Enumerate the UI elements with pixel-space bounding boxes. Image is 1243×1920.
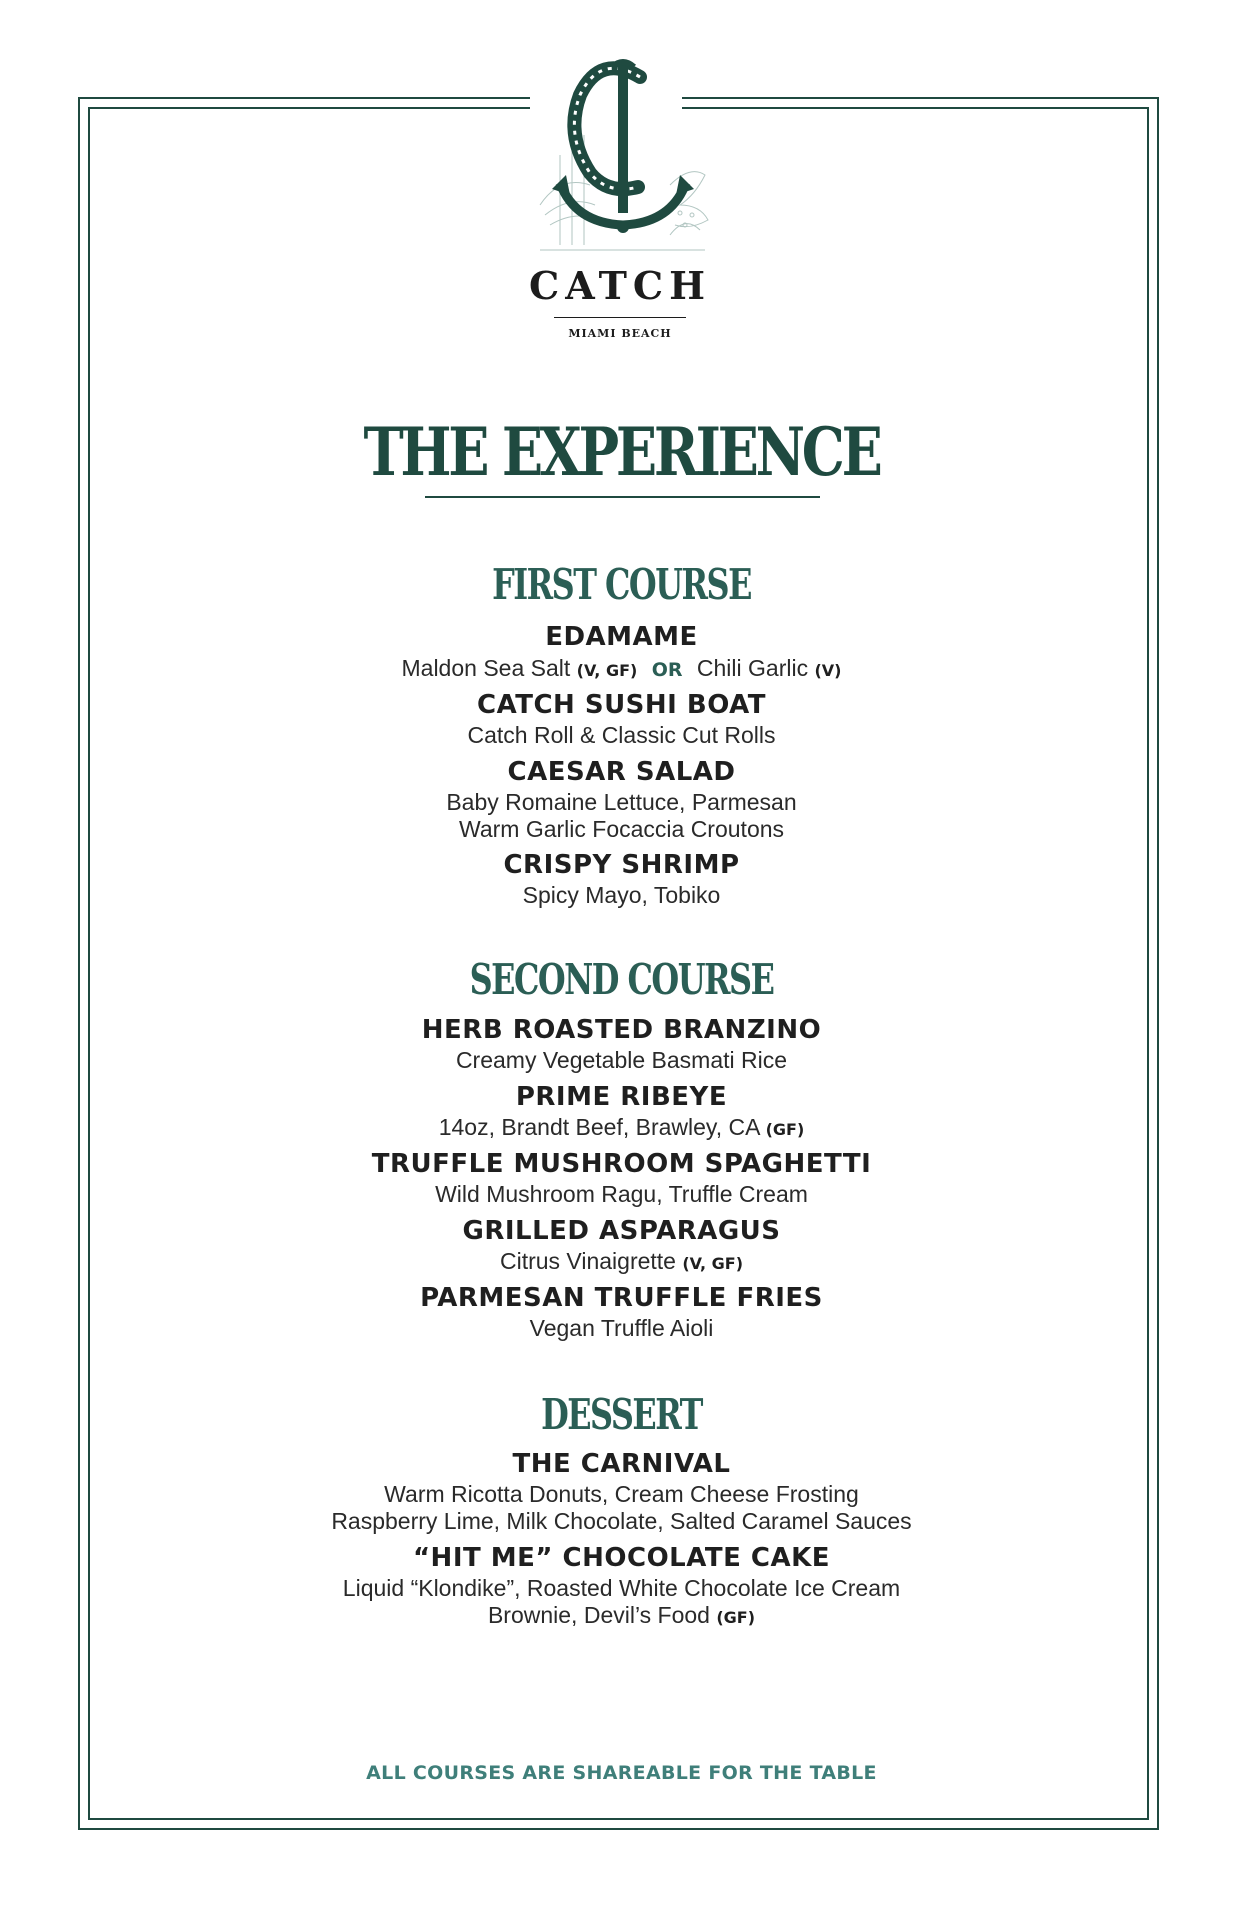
menu-item-desc: Vegan Truffle Aioli <box>529 1315 714 1341</box>
menu-item-name: HERB ROASTED BRANZINO <box>421 1015 822 1045</box>
menu-item-desc: Liquid “Klondike”, Roasted White Chocolate Ice Cream <box>342 1575 901 1601</box>
menu-item-desc <box>0 1602 1243 1631</box>
catch-anchor-logo-icon <box>520 55 720 265</box>
menu-item-desc-text: Citrus Vinaigrette <box>499 1248 676 1274</box>
menu-item-name: PRIME RIBEYE <box>515 1082 728 1112</box>
brand-location: MIAMI BEACH <box>568 327 672 340</box>
menu-item-name: GRILLED ASPARAGUS <box>462 1216 781 1246</box>
menu-item-name: TRUFFLE MUSHROOM SPAGHETTI <box>371 1149 872 1179</box>
menu-item-name: CRISPY SHRIMP <box>503 850 740 880</box>
menu-item-desc: Warm Ricotta Donuts, Cream Cheese Frosting <box>384 1481 859 1507</box>
dietary-tag: (GF) <box>716 1608 756 1627</box>
menu-item-desc <box>0 1248 1243 1277</box>
or-label: OR <box>651 659 683 681</box>
title-underline <box>425 496 820 498</box>
section-title-first-course: FIRST COURSE <box>492 560 751 609</box>
footer-note: ALL COURSES ARE SHAREABLE FOR THE TABLE <box>366 1762 877 1784</box>
menu-item-name: “HIT ME” CHOCOLATE CAKE <box>412 1543 831 1573</box>
edamame-option-b: Chili Garlic <box>696 655 809 681</box>
menu-item-name: EDAMAME <box>545 622 698 652</box>
menu-item-desc-text: Brownie, Devil’s Food <box>487 1602 710 1628</box>
brand-name: CATCH <box>528 263 712 308</box>
catch-logo <box>520 55 720 345</box>
section-title-dessert: DESSERT <box>541 1390 702 1439</box>
menu-item-desc: Creamy Vegetable Basmati Rice <box>455 1047 788 1073</box>
section-title-second-course: SECOND COURSE <box>469 955 774 1004</box>
dietary-tag: (V) <box>814 661 842 680</box>
menu-item-name: CATCH SUSHI BOAT <box>477 690 766 720</box>
menu-item-name: CAESAR SALAD <box>507 757 736 787</box>
menu-item-name: PARMESAN TRUFFLE FRIES <box>420 1283 823 1313</box>
menu-item-desc: Baby Romaine Lettuce, Parmesan <box>446 789 797 815</box>
menu-item-desc <box>0 1114 1243 1143</box>
dietary-tag: (V, GF) <box>576 661 638 680</box>
menu-item-desc: Warm Garlic Focaccia Croutons <box>458 816 785 842</box>
menu-item-desc: Spicy Mayo, Tobiko <box>522 882 721 908</box>
page-title: THE EXPERIENCE <box>363 413 880 491</box>
menu-item-desc: Raspberry Lime, Milk Chocolate, Salted Caramel Sauces <box>331 1508 912 1534</box>
dietary-tag: (GF) <box>765 1120 805 1139</box>
menu-item-desc: Wild Mushroom Ragu, Truffle Cream <box>435 1181 808 1207</box>
menu-item-name: THE CARNIVAL <box>512 1449 731 1479</box>
edamame-option-a: Maldon Sea Salt <box>401 655 571 681</box>
dietary-tag: (V, GF) <box>682 1254 744 1273</box>
menu-item-desc <box>0 655 1243 684</box>
menu-item-desc: Catch Roll & Classic Cut Rolls <box>467 722 776 748</box>
menu-item-desc-text: 14oz, Brandt Beef, Brawley, CA <box>438 1114 760 1140</box>
logo-divider <box>554 317 686 318</box>
